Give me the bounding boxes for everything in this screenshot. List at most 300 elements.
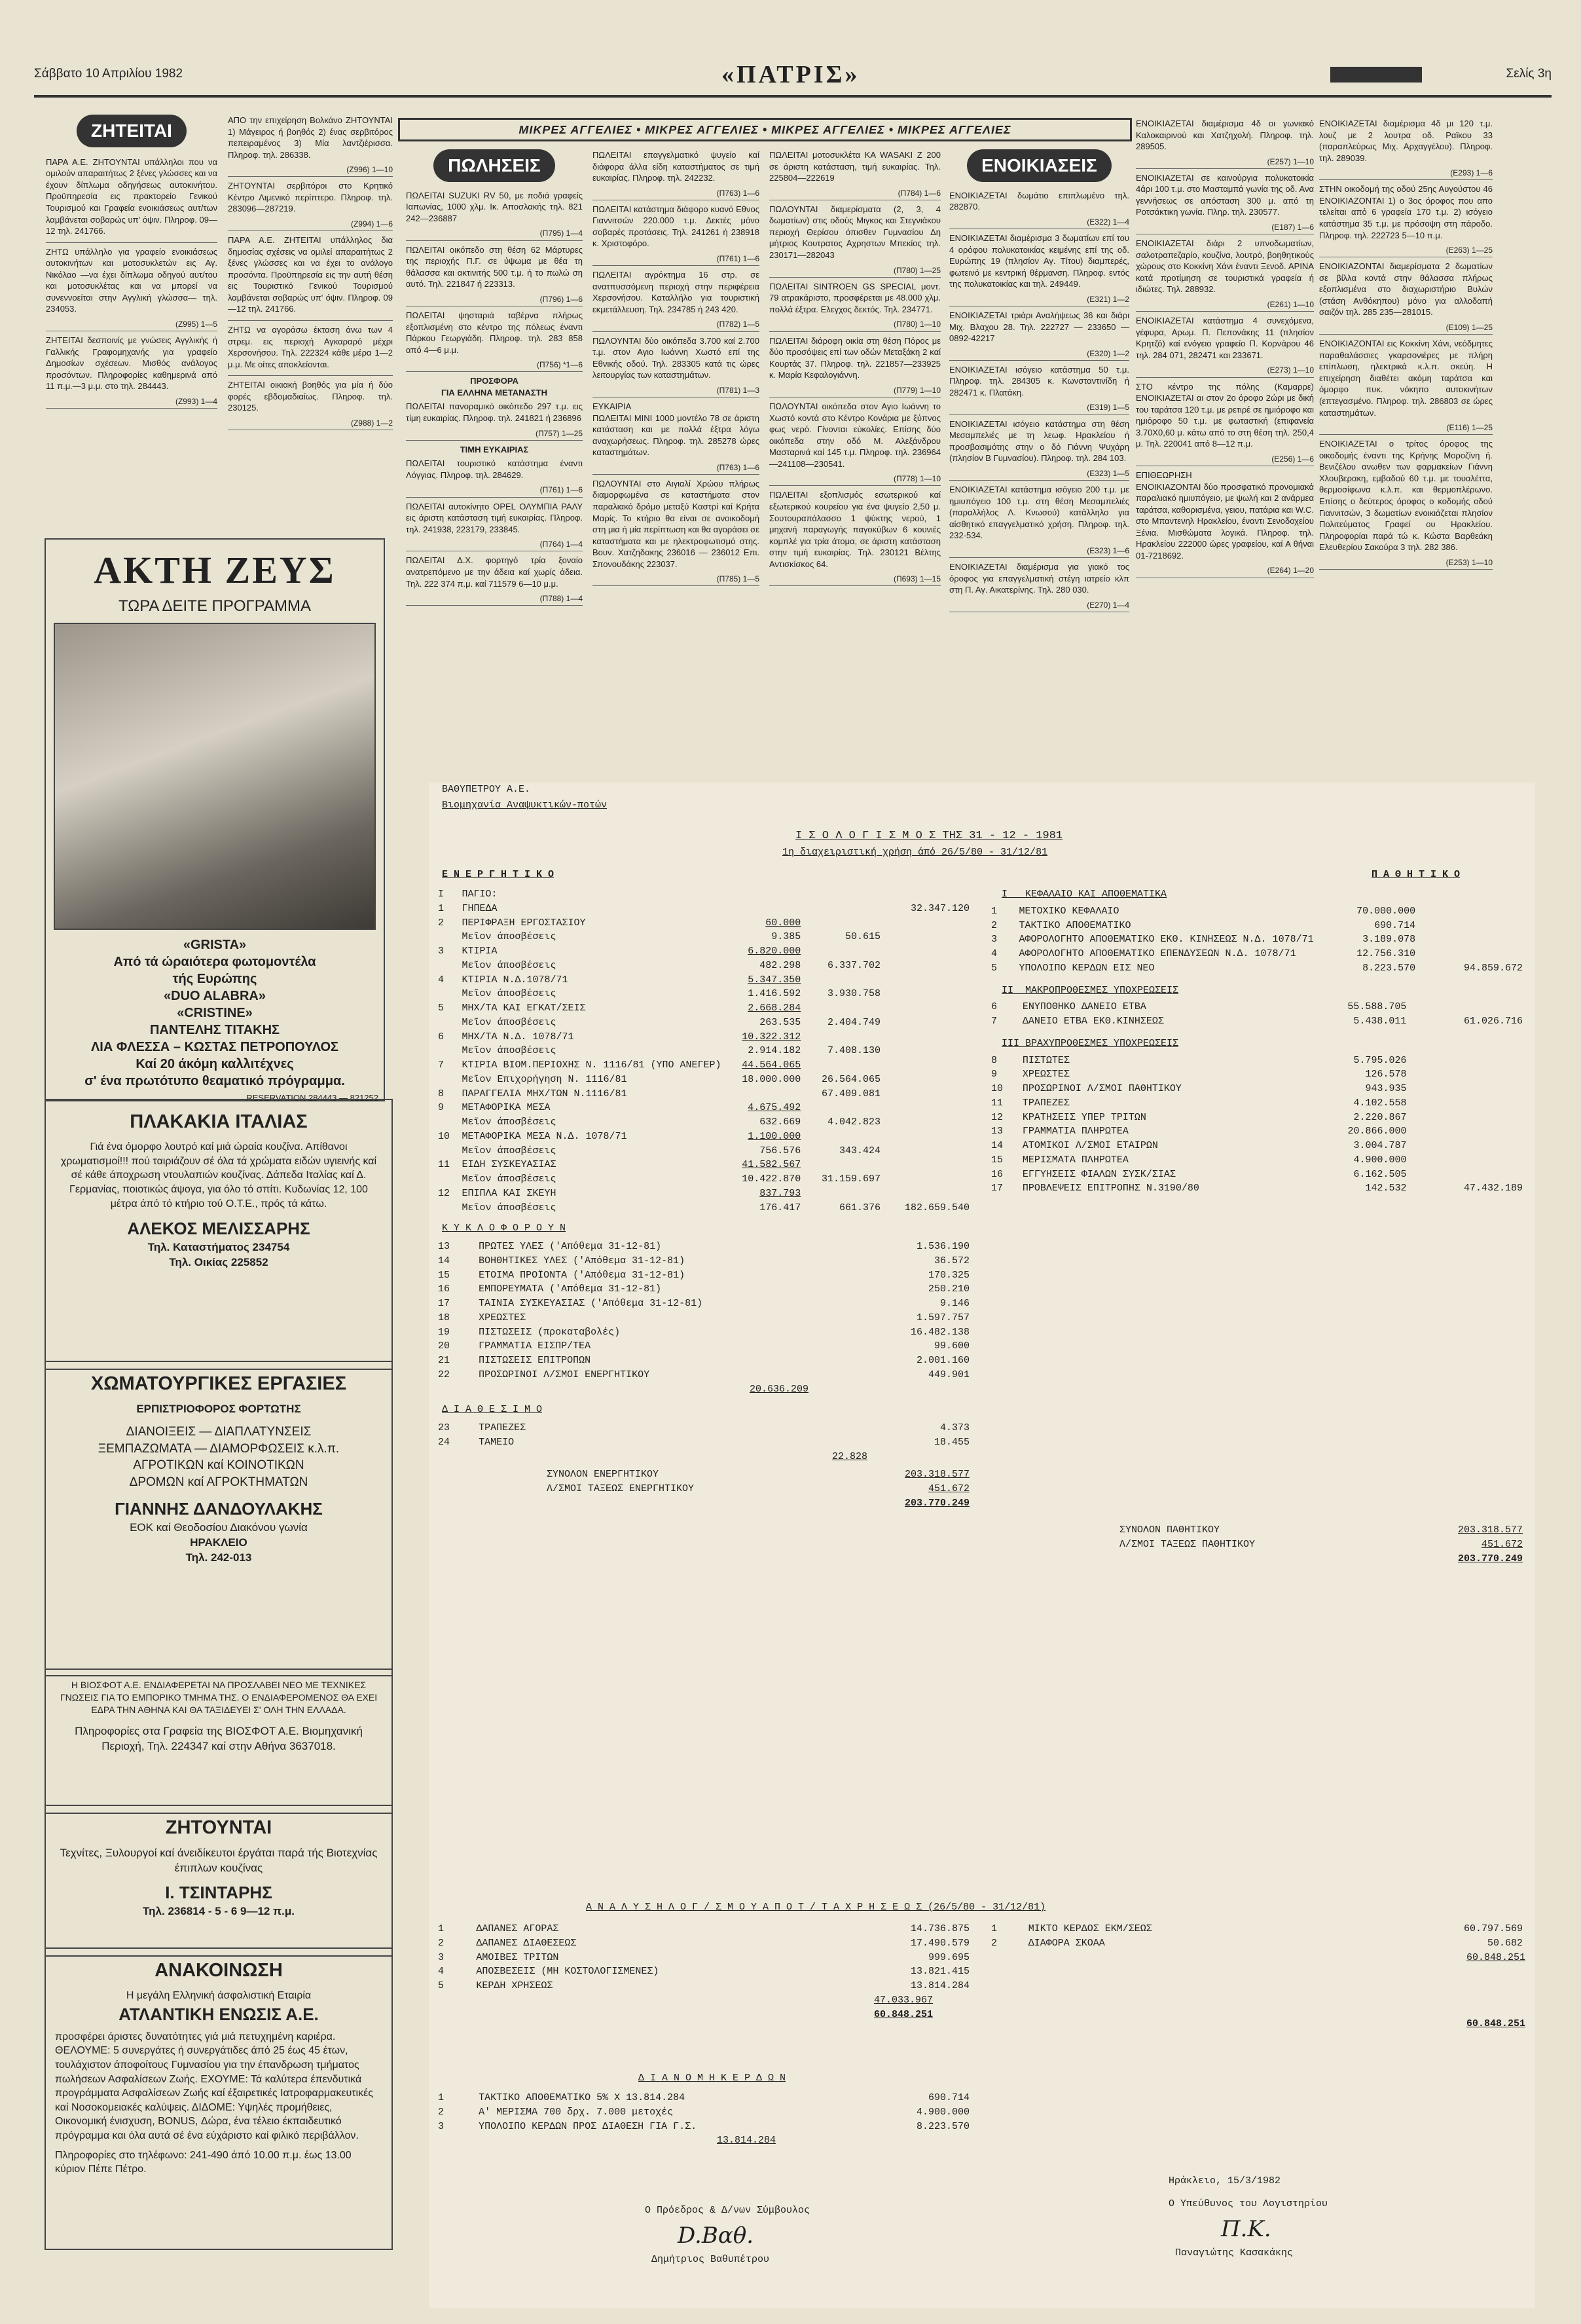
statement-cell: 9.146 <box>939 1298 970 1309</box>
statement-cell <box>1409 1111 1525 1125</box>
classified-ad <box>406 190 583 241</box>
statement-cell: 94.859.672 <box>1463 962 1523 974</box>
ad-text: ΕΥΚΑΙΡΙΑ ΠΩΛΕΙΤΑΙ ΜΙΝΙ 1000 μοντέλο 78 σε άριστη κατάσταση και με πολλά έξτρα λόγω αναχωρήσεως. Πληροφ. τηλ. 285278 ώρες καταστημάτων. <box>592 401 759 458</box>
statement-cell <box>803 973 883 987</box>
statement-cell: 1.100.000 <box>748 1130 801 1142</box>
atlantiki-info: Πληροφορίες στο τηλέφωνο: 241-490 άπό 10.00 π.μ. έως 13.00 κύριον Πέπε Πέτρο. <box>55 2149 352 2175</box>
statement-cell: 5.795.026 <box>1353 1054 1407 1066</box>
classified-ad <box>769 281 941 332</box>
statement-cell: 126.578 <box>1365 1069 1407 1080</box>
statement-cell: 661.376 <box>839 1202 881 1213</box>
classified-ad <box>949 561 1129 612</box>
statement-cell: ΒΟΗΘΗΤΙΚΕΣ ΥΛΕΣ ('Απόθεμα 31-12-81) <box>479 1255 685 1266</box>
statement-row <box>435 973 972 987</box>
statement-cell: 18.000.000 <box>742 1073 801 1085</box>
statement-cell <box>1409 1082 1525 1096</box>
current-total: 20.636.209 <box>749 1383 809 1395</box>
ad-ref: (Π761) 1—6 <box>592 253 759 266</box>
statement-cell: 9.385 <box>771 931 801 943</box>
atlantiki-text: προσφέρει άριστες δυνατότητες γιά μιά πετυχημένη καριέρα. ΘΕΛΟΥΜΕ: 5 συνεργάτες ή συνεργάτιδες άπό 25 έως 45 έτων, τουλάχιστον άποφοίτους Γυμνασίου για την έπανδρωση τμήματος πωλήσεων Ασφαλίσεων Ζωής. ΕΧΟΥΜΕ: Τά καλύτερα έπενδυτικά προγράμματα Ασφαλίσεων Ζωής καί έξαιρετικές Ιατροφαρμακευτικές καί Νοσοκομειακές καλύψεις. ΔΙΔΟΜΕ: Υψηλές προμήθειες, Οικονομική ένισχυση, BONUS, Δώρα, ένα τέλειο έκπαιδευτικό πρόγραμμα και όλα αυτά σέ ένα εύχάριστο καί φιλικό περιβάλλον. <box>55 2031 373 2141</box>
statement-cell: ΑΦΟΡΟΛΟΓΗΤΟ ΑΠΟΘΕΜΑΤΙΚΟ ΕΚΘ. ΚΙΝΗΣΕΩΣ Ν.Δ. 1078/71 <box>1019 934 1314 946</box>
statement-cell <box>883 1058 972 1073</box>
statement-cell: 182.659.540 <box>904 1202 970 1213</box>
statement-cell: 12 <box>438 1187 450 1199</box>
tsintaris-title: ΖΗΤΟΥΝΤΑΙ <box>165 1817 272 1838</box>
statement-cell: 9 <box>991 1069 998 1080</box>
statement-cell: 10 <box>991 1083 1004 1094</box>
enoikiaseis-column <box>949 149 1129 616</box>
statement-cell <box>1409 1096 1525 1111</box>
statement-cell <box>883 887 972 902</box>
statement-cell: ΠΡΟΒΛΕΨΕΙΣ ΕΠΙΤΡΟΠΗΣ Ν.3190/80 <box>1022 1183 1199 1194</box>
statement-cell: 8 <box>438 1088 445 1099</box>
statement-cell: ΤΑΚΤΙΚΟ ΑΠΟΘΕΜΑΤΙΚΟ 5% Χ 13.814.284 <box>479 2092 685 2103</box>
statement-cell <box>803 902 883 916</box>
statement-cell <box>724 902 804 916</box>
statement-cell: ΕΝΥΠΟΘΗΚΟ ΔΑΝΕΙΟ ΕΤΒΑ <box>1022 1001 1146 1013</box>
statement-cell <box>1409 1139 1525 1153</box>
statement-row <box>435 902 972 916</box>
statement-cell: 50.615 <box>845 931 881 943</box>
statement-cell <box>1409 1153 1525 1168</box>
statement-cell: ΤΑΚΤΙΚΟ ΑΠΟΘΕΜΑΤΙΚΟ <box>1019 919 1131 931</box>
ad-line: Από τά ώραιότερα φωτομοντέλα <box>113 954 316 969</box>
statement-cell: 5 <box>991 962 998 974</box>
statement-cell: 18 <box>438 1312 450 1323</box>
atlantiki-title: ΑΝΑΚΟΙΝΩΣΗ <box>154 1960 283 1981</box>
ad-ref: (Ε261) 1—10 <box>1136 299 1314 312</box>
ad-line: ΠΑΝΤΕΛΗΣ ΤΙΤΑΚΗΣ <box>149 1022 280 1037</box>
company-name: ΒΑΘΥΠΕΤΡΟΥ Α.Ε. <box>442 784 531 795</box>
statement-cell: 13.821.415 <box>910 1966 970 1978</box>
statement-row <box>989 1000 1525 1014</box>
liab-i-table <box>989 904 1525 976</box>
atlantiki-name: ΑΤΛΑΝΤΙΚΗ ΕΝΩΣΙΣ Α.Ε. <box>118 2004 319 2024</box>
statement-cell <box>435 930 459 944</box>
classified-ad <box>949 364 1129 415</box>
statement-cell: 55.588.705 <box>1347 1001 1407 1013</box>
statement-cell: 23 <box>438 1422 450 1433</box>
ad-text: ΕΝΟΙΚΙΑΖΕΤΑΙ διαμέρισμα 3 δωματίων επί του 4 ορόφου πολυκατοικίας κειμένης επί της οδ. Ευρώπης 19 (πλησίον Αγ. Τίτου) διαμπερές, φωτεινό με κεντρική θέρμανση. Πληροφ. εντός της πολυκατοικίας και τηλ. 249449. <box>949 233 1129 289</box>
statement-cell: 482.298 <box>759 959 801 971</box>
statement-cell <box>883 1172 972 1187</box>
akti-zeus-ad <box>45 538 385 1101</box>
ad-ref: (Ζ994) 1—6 <box>228 219 393 231</box>
statement-cell: 343.424 <box>839 1145 881 1156</box>
statement-cell: 8.223.570 <box>1362 962 1416 974</box>
ad-ref: (Ε322) 1—4 <box>949 217 1129 229</box>
ad-text: ΠΩΛΕΙΤΑΙ εξοπλισμός εσωτερικού καί εξωτερικού κουρείου για ένα ψυγείο 2,50 μ. Σουτουραπάλασσο 1 ψύκτης νερού, 1 μηχανή παραγωγής παγοκύβων 6 κουνιές κομπλέ για τρία άτομα, σε άριστη κατάσταση στην τιμή ευκαιρίας. Τηλ. 230121 Βέλτης Αντισκίσκος 64. <box>769 490 941 569</box>
enoik1-ads <box>949 190 1129 612</box>
ad-ref: (Ε321) 1—2 <box>949 294 1129 306</box>
statement-row <box>989 904 1525 919</box>
sig1-title: Ο Πρόεδρος & Δ/νων Σύμβουλος <box>645 2205 810 2216</box>
statement-cell <box>803 1101 883 1115</box>
statement-cell: 11 <box>991 1097 1004 1109</box>
poliseis-column <box>406 149 583 609</box>
akti-zeus-title: ΑΚΤΗ ΖΕΥΣ <box>94 549 336 591</box>
statement-cell <box>435 1073 459 1087</box>
statement-row <box>989 1067 1525 1082</box>
statement-cell: 2 <box>438 917 445 929</box>
statement-cell: 1.416.592 <box>748 988 801 1000</box>
statement-cell: 837.793 <box>759 1187 801 1199</box>
tsintaris-tel: Τηλ. 236814 - 5 - 6 9—12 π.μ. <box>143 1905 295 1918</box>
statement-cell: 70.000.000 <box>1356 905 1416 917</box>
dist-title: Δ Ι Α Ν Ο Μ Η Κ Ε Ρ Δ Ω Ν <box>638 2073 786 2084</box>
enoik2-ads <box>1136 118 1314 578</box>
ad-ref: (Π778) 1—10 <box>769 473 941 486</box>
classified-ad <box>1136 172 1314 234</box>
statement-cell: ΠΙΣΤΩΣΕΙΣ ΕΠΙΤΡΟΠΩΝ <box>479 1355 591 1366</box>
classified-ad <box>406 555 583 606</box>
kykl-heading: Κ Υ Κ Λ Ο Φ Ο Ρ Ο Υ Ν <box>442 1223 566 1234</box>
statement-cell <box>1418 947 1525 961</box>
total-active: 203.318.577 <box>904 1469 970 1481</box>
statement-cell: 14 <box>438 1255 450 1266</box>
statement-cell: 3.004.787 <box>1353 1140 1407 1151</box>
ad-text: ΠΩΛΕΙΤΑΙ SINTROEN GS SPECIAL μοντ. 79 ατρακάριστο, προσφέρεται με 48.000 χλμ. πολλά έξτρα. Ελεγχος δεκτός. Τηλ. 234771. <box>769 281 941 314</box>
ad-text: ΠΩΛΟΥΝΤΑΙ διαμερίσματα (2, 3, 4 δωματίων) στις οδούς Μιγκος και Στεγνιάκου περιοχή Θερίσου όπισθεν Γυμνασίου Δη μήτριος Κουτρατος Αχρηστων Μπεκίος τηλ. 230171—282043 <box>769 204 941 261</box>
ad-text: ΠΩΛΕΙΤΑΙ επαγγελματικό ψυγείο καί διάφορα άλλα είδη καταστήματος σε τιμή ευκαιρίας. Πληροφ. τηλ. 242232. <box>592 150 759 183</box>
statement-cell: 632.669 <box>759 1116 801 1128</box>
sig1-signature: D.Βαθ. <box>678 2223 754 2249</box>
enoikiaseis-heading: ΕΝΟΙΚΙΑΣΕΙΣ <box>967 149 1112 182</box>
ads-column-1 <box>46 115 217 412</box>
statement-cell <box>1409 1000 1525 1014</box>
statement-cell: 22 <box>438 1369 450 1380</box>
classified-ad <box>949 232 1129 306</box>
statement-cell <box>1409 1124 1525 1139</box>
ad-text: ΕΝΟΙΚΙΑΖΕΤΑΙ κατάστημα ισόγειο 200 τ.μ. με ημιυπόγειο 100 τ.μ. στη θέση Μεσαμπελιές (παραλλήλος Λ. Κνωσού) κατάλληλο για αίσθητικό επαγγελματικό χρήση. Πληροφ. τηλ. 232-534. <box>949 485 1129 541</box>
classified-ad <box>592 401 759 475</box>
tsintaris-text: Τεχνίτες, Ξυλουργοί καί άνειδίκευτοι έργάται παρά τής Βιοτεχνίας έπιπλων κουζίνας <box>60 1847 378 1875</box>
statement-cell: Μεῖον άποσβέσεις <box>462 1173 556 1185</box>
liab-totals <box>989 1523 1525 1566</box>
ad-text: ΕΝΟΙΚΙΑΖΕΤΑΙ διαμέρισμα για γιακό τος όροφος για επαγγελματική στέγη ιατρείο κλπ στη Π. Αγ. Αικατερίνης. Τηλ. 280 030. <box>949 561 1129 595</box>
col1-ads <box>46 157 217 409</box>
statement-cell <box>883 959 972 973</box>
statement-row <box>435 1187 972 1201</box>
ad-text: ΕΝΟΙΚΙΑΖΟΝΤΑΙ διαμερίσματα 2 δωματίων σε βίλλα κοντά στην θάλασσα πλήρως εξοπλισμένα στο διαχωριστήριο Βυλών (στάση Ανθόκηπου) μόνο για αλλοδαπή σαιζόν τηλ. 285 235—281015. <box>1319 261 1493 318</box>
ad-ref: (Ζ988) 1—2 <box>228 418 393 430</box>
ad-ref: (Ε323) 1—6 <box>949 545 1129 558</box>
ad-text: ΕΝΟΙΚΙΑΖΕΤΑΙ ο τρίτος όροφος της οικοδομής έναντι της Κρήνης Μοροζίνη ή. Βενιζέλου ανωθεν των φαρμακείων Γιάννη Χλουβερακη, εμβαδού 60 τ.μ. με τουαλέττα, θερμοσίφωνα κ.λ.π. και θερμοπλέρωνο. Επίσης ο δεύτερος όροφος ο κοδομής οδού Γιαννιτσών, 3 δωματίων ενοικιάζεται πλησίον Πολιτεύματος Γραφεί ου Ηρακλείου. Πληροφορίαι παρά τώ κ. Κώστα Βαρθεάκη Ελευθερίου Σακούρα 3 τηλ. 282 386. <box>1319 439 1493 553</box>
classified-ad <box>228 379 393 430</box>
xoma-addr: ΕΟΚ καί Θεοδοσίου Διακόνου γωνία <box>130 1521 308 1534</box>
statement-cell: 756.576 <box>759 1145 801 1156</box>
statement-row <box>435 1087 972 1101</box>
statement-cell <box>803 1158 883 1172</box>
grand-total-p: 203.770.249 <box>1457 1553 1523 1564</box>
statement-row <box>435 1158 972 1172</box>
classified-ad <box>769 489 941 586</box>
classified-ad <box>592 204 759 266</box>
ad-text: ΕΝΟΙΚΙΑΖΕΤΑΙ ισόγειο κατάστημα 50 τ.μ. Πληροφ. τηλ. 284305 κ. Κωνσταντινίδη ή 282471 κ. Πλατάκη. <box>949 364 1129 397</box>
statement-cell: 4 <box>438 974 445 986</box>
classified-ad <box>406 458 583 497</box>
pl-credit-final: 60.848.251 <box>1466 2018 1525 2030</box>
statement-cell: 6 <box>991 1001 998 1013</box>
statement-row <box>989 1054 1525 1068</box>
statement-cell: 142.532 <box>1365 1183 1407 1194</box>
ad-ref: (Ζ996) 1—10 <box>228 164 393 177</box>
pl-credit-total: 60.848.251 <box>1466 1951 1525 1963</box>
prosfora-heading: ΠΡΟΣΦΟΡΑ ΓΙΑ ΕΛΛΗΝΑ ΜΕΤΑΝΑΣΤΗ <box>441 376 547 397</box>
classified-ad <box>769 149 941 200</box>
ad-text: ΕΝΟΙΚΙΑΖΕΤΑΙ κατάστημα 4 συνεχόμενα, γέφυρα, Αρωμ. Π. Πεπονάκης 11 (πλησίον Κρητζό) καί ενόγειο γραφείο Π. Κορνάρου 46 τηλ. 284 071, 282471 και 233671. <box>1136 316 1314 360</box>
statement-cell <box>883 1001 972 1016</box>
statement-cell: Μεῖον άποσβέσεις <box>462 1116 556 1128</box>
ads-column-2 <box>228 115 393 433</box>
statement-cell: ΕΠΙΠΛΑ ΚΑΙ ΣΚΕΥΗ <box>462 1187 556 1199</box>
order-p-value: 451.672 <box>1481 1538 1523 1550</box>
plakakia-ad <box>45 1099 393 1370</box>
tsintaris-name: Ι. ΤΣΙΝΤΑΡΗΣ <box>165 1883 272 1903</box>
statement-cell <box>803 1187 883 1201</box>
plakakia-title: ΠΛΑΚΑΚΙΑ ΙΤΑΛΙΑΣ <box>130 1111 308 1132</box>
poliseis-ads-3 <box>406 458 583 606</box>
ad-ref: (Ε293) 1—6 <box>1319 168 1493 180</box>
statement-cell: 17 <box>438 1298 450 1309</box>
viosfot-text: Η ΒΙΟΣΦΟΤ Α.Ε. ΕΝΔΙΑΦΕΡΕΤΑΙ ΝΑ ΠΡΟΣΛΑΒΕΙ ΝΕΟ ΜΕ ΤΕΧΝΙΚΕΣ ΓΝΩΣΕΙΣ ΓΙΑ ΤΟ ΕΜΠΟΡΙΚΟ ΤΜΗΜΑ ΤΗΣ. Ο ΕΝΔΙΑΦΕΡΟΜΕΝΟΣ ΘΑ ΕΧΕΙ ΕΔΡΑ ΤΗΝ ΑΘΗΝΑ ΚΑΙ ΘΑ ΤΑΞΙΔΕΥΕΙ Σ' ΟΛΗ ΤΗΝ ΕΛΛΑΔΑ. <box>60 1680 378 1715</box>
statement-cell: 5.347.350 <box>748 974 801 986</box>
ad-ref: (Ε109) 1—25 <box>1319 322 1493 335</box>
statement-cell: 1 <box>438 1923 445 1934</box>
statement-cell: ΚΤΙΡΙΑ <box>462 946 498 957</box>
statement-cell: 18.455 <box>934 1436 970 1448</box>
total-passive: 203.318.577 <box>1457 1524 1523 1536</box>
ad-text: ΠΩΛΕΙΤΑΙ διάροφη οικία στη θέση Πόρος με δύο προσόψεις επί των οδών Μεταξάκη 2 καί Κουρτάς 37. Πληροφ. τηλ. 221857—233925 κ. Μαρία Κεφαλογιάννη. <box>769 335 941 380</box>
statement-cell: ΔΑΠΑΝΕΣ ΔΙΑΘΕΣΕΩΣ <box>476 1937 577 1949</box>
cash-table <box>435 1421 972 1450</box>
statement-cell: 6 <box>438 1031 445 1042</box>
statement-cell: 44.564.065 <box>742 1060 801 1071</box>
statement-cell <box>803 944 883 959</box>
statement-cell: 15 <box>991 1154 1004 1166</box>
statement-cell: ΜΕΤΟΧΙΚΟ ΚΕΦΑΛΑΙΟ <box>1019 905 1119 917</box>
statement-row <box>989 1082 1525 1096</box>
statement-cell <box>883 987 972 1001</box>
classified-ad <box>1136 470 1314 578</box>
statement-cell: ΥΠΟΛΟΙΠΟ ΚΕΡΔΩΝ ΕΙΣ ΝΕΟ <box>1019 962 1155 974</box>
sig1-name: Δημήτριος Βαθυπέτρου <box>651 2254 770 2265</box>
statement-cell: 690.714 <box>928 2092 970 2103</box>
ad-ref: (Ε273) 1—10 <box>1136 365 1314 377</box>
ad-ref <box>228 319 393 321</box>
statement-cell: 690.714 <box>1374 919 1416 931</box>
ad-text: ΠΩΛΕΙΤΑΙ Δ.Χ. φορτηγό τρία ξοναίο ανατρεπόμενο με την άδεια καί χωρίς άδεια. Τηλ. 222 374 π.μ. καί 711579 6—10 μ.μ. <box>406 555 583 589</box>
balance-sheet <box>429 783 1535 2308</box>
statement-row <box>435 1325 972 1340</box>
plakakia-name: ΑΛΕΚΟΣ ΜΕΛΙΣΣΑΡΗΣ <box>127 1219 310 1239</box>
statement-cell: 16 <box>438 1283 450 1295</box>
classified-ad <box>46 335 217 409</box>
statement-cell: 3 <box>438 1951 445 1963</box>
balance-subtitle: 1η διαχειριστική χρήση άπό 26/5/80 - 31/12/81 <box>782 847 1048 858</box>
statement-cell: 1 <box>438 902 445 914</box>
ad-text: ΕΝΟΙΚΙΑΖΕΤΑΙ ισόγειο κατάστημα στη θέση Μεσαμπελιές με τη λεωφ. Ηρακλείου ή προσβασιμότης στην ο δό Γιάννη Ψυχάρη (πλησίον Β Γυμνασίου). Πληροφ. τηλ. 284 103. <box>949 418 1129 464</box>
col4-ads <box>592 149 759 586</box>
statement-cell <box>435 1144 459 1158</box>
statement-cell: 7 <box>438 1060 445 1071</box>
ad-text: ΠΩΛΕΙΤΑΙ SUZUKI RV 50, με ποδιά γραφείς Ιαπωνίας, 1000 χλμ. Ικ. Αποσλακής τηλ. 821 242—236887 <box>406 190 583 223</box>
statement-cell: ΓΗΠΕΔΑ <box>462 902 498 914</box>
ad-text: ΑΠΟ την επιχείρηση Βολκάνο ΖΗΤΟΥΝΤΑΙ 1) Μάγειρος ή βοηθός 2) ένας σερβιτόρος πεπειραμένος 3) Μία λαντζιέρισσα. Πληροφ. τηλ. 286338. <box>228 115 393 160</box>
statement-cell <box>435 1044 459 1058</box>
statement-cell <box>883 1044 972 1058</box>
statement-cell <box>435 1016 459 1030</box>
classified-ad <box>949 190 1129 229</box>
statement-row <box>435 1016 972 1030</box>
statement-cell: 26.564.065 <box>821 1073 881 1085</box>
akti-zeus-lines <box>51 936 378 1090</box>
statement-cell <box>803 1001 883 1016</box>
statement-cell: 99.600 <box>934 1340 970 1352</box>
statement-cell <box>803 1058 883 1073</box>
ad-text: ΕΝΟΙΚΙΑΖΟΝΤΑΙ εις Κοκκίνη Χάνι, νεόδμητες παραθαλάσσιες γκαρσονιέρες με πλήρη επίπλωση, ηλεκτρικά κ.λ.π. σκεύη. Η επιχείρηση διαθέτει ακόμη ταράτσα και όμορφο πυκ. νόκηπο αυτοκινήτων (επτεγασμένο. Πληροφ. τηλ. 286803 σε ώρες καταστημάτων. <box>1319 339 1493 418</box>
statement-cell <box>1418 904 1525 919</box>
statement-cell <box>803 916 883 931</box>
statement-row <box>435 1936 972 1951</box>
statement-cell: 6.337.702 <box>827 959 881 971</box>
ad-text: ΠΩΛΕΙΤΑΙ πανοραμικό οικόπεδο 297 τ.μ. εις τίμη ευκαιρίας. Πληροφ. τηλ. 241821 ή 236896 <box>406 401 583 424</box>
xoma-name: ΓΙΑΝΝΗΣ ΔΑΝΔΟΥΛΑΚΗΣ <box>115 1498 323 1519</box>
ad-ref: (Π781) 1—3 <box>592 385 759 397</box>
xoma-lines <box>55 1424 382 1491</box>
classified-ad <box>406 401 583 440</box>
statement-row <box>435 1201 972 1215</box>
statement-cell <box>883 1144 972 1158</box>
xoma-tel: Τηλ. 242-013 <box>185 1551 252 1564</box>
statement-row <box>989 1168 1525 1182</box>
statement-row <box>989 932 1525 947</box>
order-label: Λ/ΣΜΟΙ ΤΑΞΕΩΣ ΕΝΕΡΓΗΤΙΚΟΥ <box>547 1483 695 1494</box>
statement-cell <box>435 959 459 973</box>
ads-column-5 <box>769 149 941 589</box>
ad-text: ΠΩΛΟΥΝΤΑΙ οικόπεδα στον Αγιο Ιωάννη το Χωστό κοντά στο Κέντρο Κονάρια με ξύπνος φως νερό. Γίνονται εύκολίες. Επίσης δύο οικόπεδα στην οδό Μ. Αλεξάνδρου Μασταρινά καί 145 τ.μ. Πληροφ. τηλ. 236964—241108—230541. <box>769 401 941 469</box>
classified-ad <box>1319 438 1493 570</box>
ad-text: ΠΩΛΕΙΤΑΙ οικόπεδο στη θέση 62 Μάρτυρες της περιοχής Π.Γ. σε ύψωμα με θέα τη θάλασσα και ακτινιτής 500 τ.μ. ή το πωλώ ση αυτό. Τηλ. 221847 ή 223313. <box>406 244 583 289</box>
statement-cell: ΚΡΑΤΗΣΕΙΣ ΥΠΕΡ ΤΡΙΤΩΝ <box>1022 1111 1146 1123</box>
statement-cell: 11 <box>438 1159 450 1171</box>
timi-eukairias-heading: ΤΙΜΗ ΕΥΚΑΙΡΙΑΣ <box>460 444 529 454</box>
statement-cell: Α' ΜΕΡΙΣΜΑ 700 δρχ. 7.000 μετοχές <box>479 2106 674 2118</box>
statement-row <box>435 1435 972 1450</box>
statement-cell: 6.162.505 <box>1353 1168 1407 1180</box>
balance-title: Ι Σ Ο Λ Ο Γ Ι Σ Μ Ο Σ ΤΗΣ 31 - 12 - 1981 <box>795 830 1063 842</box>
statement-cell: 14.736.875 <box>910 1923 970 1934</box>
classified-ad <box>1136 315 1314 377</box>
statement-cell: Μεῖον άποσβέσεις <box>462 1045 556 1057</box>
diath-heading: Δ Ι Α Θ Ε Σ Ι Μ Ο <box>442 1404 543 1416</box>
ad-text: ΠΩΛΕΙΤΑΙ αυτοκίνητο OPEL ΟΛΥΜΠΙΑ ΡΑΛΥ εις άριστη κατάσταση τιμή ευκαιρίας. Πληροφ. τηλ. 241938, 223179, 233845. <box>406 501 583 534</box>
statement-cell: 1.536.190 <box>916 1241 970 1252</box>
ad-line: ΔΙΑΝΟΙΞΕΙΣ — ΔΙΑΠΛΑΤΥΝΣΕΙΣ <box>126 1425 312 1439</box>
ad-ref: (Ε187) 1—6 <box>1136 222 1314 234</box>
ad-text: ΣΤΗΝ οικοδομή της οδού 25ης Αυγούστου 46 ΕΝΟΙΚΙΑΖΟΝΤΑΙ 1) ο 3ος όροφος που απο τελείται από 6 γραφεία 170 τ.μ. 2) ισόγειο κατάστημα 35 τ.μ. με πρόσοψη στη πάροδο. Πληροφ. τηλ. 222723 5—10 π.μ. <box>1319 184 1493 240</box>
xomatourgikes-ad <box>45 1361 393 1676</box>
classified-ad <box>949 418 1129 481</box>
statement-cell: ΕΤΟΙΜΑ ΠΡΟΪΟΝΤΑ ('Απόθεμα 31-12-81) <box>479 1269 685 1281</box>
statement-cell: ΤΡΑΠΕΖΕΣ <box>479 1422 526 1433</box>
statement-row <box>435 2105 972 2120</box>
place-date: Ηράκλειο, 15/3/1982 <box>1169 2175 1281 2186</box>
statement-cell: 1 <box>438 2092 445 2103</box>
ad-text: ΕΝΟΙΚΙΑΖΕΤΑΙ διάρι 2 υπνοδωματίων, σαλοτραπεζαρίο, κουζίνα, λουτρό, βοηθητικούς χώρους στο Κοκκίνη Χάνι έναντι Ξενοδ. ΑΡΙΝΑ κατά προτίμηση σε τουριστικά γραφεία ή ιδιώτες. Τηλ. 288932. <box>1136 238 1314 295</box>
ad-text: ΖΗΤΟΥΝΤΑΙ σερβιτόροι στο Κρητικό Κέντρο Λιμενικό περίπτερο. Πληροφ. τηλ. 283096—287219. <box>228 181 393 214</box>
ad-ref: (Π764) 1—4 <box>406 539 583 551</box>
statement-cell <box>1418 919 1525 933</box>
ad-text: ΠΩΛΕΙΤΑΙ τουριστικό κατάστημα έναντι Λόγγιας. Πληροφ. τηλ. 284629. <box>406 458 583 480</box>
statement-cell: ΚΕΡΔΗ ΧΡΗΣΕΩΣ <box>476 1980 553 1991</box>
ad-ref: (Π780) 1—25 <box>769 265 941 278</box>
statement-row <box>435 1339 972 1354</box>
statement-cell: 10.322.312 <box>742 1031 801 1042</box>
tsintaris-ad <box>45 1805 393 1957</box>
ad-ref: (Π693) 1—15 <box>769 574 941 586</box>
statement-cell: ΕΜΠΟΡΕΥΜΑΤΑ ('Απόθεμα 31-12-81) <box>479 1283 662 1295</box>
statement-cell: 5 <box>438 1980 445 1991</box>
statement-row <box>435 1979 972 1993</box>
statement-cell: 7.408.130 <box>827 1045 881 1057</box>
statement-row <box>435 1368 972 1382</box>
ad-ref: (Π795) 1—4 <box>406 228 583 240</box>
ad-line: Καί 20 άκόμη καλλιτέχνες <box>136 1056 294 1071</box>
statement-cell: 2.404.749 <box>827 1016 881 1028</box>
pl-debit-sub: 47.033.967 <box>873 1994 933 2006</box>
statement-cell: 47.432.189 <box>1463 1183 1523 1194</box>
statement-cell <box>803 1030 883 1044</box>
classified-ad <box>228 115 393 177</box>
ad-text: ΠΩΛΟΥΝΤΑΙ στο Αιγιαλί Χρώου πλήρως διαμορφωμένα σε καταστήματα στον παραλιακό δρόμο μεταξύ Καστρί καί Κρήτα Μαρίς. Το κτήριο θα είναι σε ανοικοδομή στη μια ή μία περίπτωση και θα αγοράσει σε καταστήματα και με ηλεκτροφωτισμό στης. Βουν. Χατζηδακης 236016 — 236012 Επι. Σπονουδάκης 223037. <box>592 478 759 569</box>
statement-row <box>435 1282 972 1297</box>
statement-cell <box>435 987 459 1001</box>
viosfot-ad <box>45 1669 393 1814</box>
grand-total: 203.770.249 <box>904 1497 970 1509</box>
statement-cell: 943.935 <box>1365 1083 1407 1094</box>
statement-cell: 8 <box>991 1054 998 1066</box>
statement-cell: 12 <box>991 1111 1004 1123</box>
statement-row <box>989 1111 1525 1125</box>
statement-cell: 20.866.000 <box>1347 1126 1407 1137</box>
statement-row <box>435 887 972 902</box>
statement-cell: 2 <box>991 1937 998 1949</box>
brand-logo <box>1330 67 1422 83</box>
statement-row <box>435 1421 972 1435</box>
statement-cell: 3.189.078 <box>1362 934 1416 946</box>
statement-cell <box>1409 1067 1525 1082</box>
ad-ref: (Π785) 1—5 <box>592 574 759 586</box>
statement-cell: ΠΕΡΙΦΡΑΞΗ ΕΡΓΟΣΤΑΣΙΟΥ <box>462 917 586 929</box>
zhteitai-heading: ΖΗΤΕΙΤΑΙ <box>77 115 187 147</box>
path-heading: Π Α Θ Η Τ Ι Κ Ο <box>1372 869 1461 880</box>
poliseis-heading: ΠΩΛΗΣΕΙΣ <box>433 149 555 182</box>
statement-cell: ΥΠΟΛΟΙΠΟ ΚΕΡΔΩΝ ΠΡΟΣ ΔΙΑΘΕΣΗ ΓΙΑ Γ.Σ. <box>479 2120 697 2132</box>
liab-iii-heading: III ΒΡΑΧΥΠΡΟΘΕΣΜΕΣ ΥΠΟΧΡΕΩΣΕΙΣ <box>1002 1037 1179 1049</box>
statement-cell <box>883 1158 972 1172</box>
atlantiki-intro: Η μεγάλη Ελληνική άσφαλιστική Εταιρία <box>126 1990 312 2002</box>
statement-cell <box>435 1115 459 1130</box>
statement-row <box>989 919 1525 933</box>
statement-cell: 1 <box>991 1923 998 1934</box>
ad-line: «GRISTA» <box>183 937 247 952</box>
plakakia-text: Γιά ένα όμορφο λουτρό καί μιά ώραία κουζίνα. Απίθανοι χρωματισμοί!!! πού ταιριάζουν σέ όλα τά χρώματα ειδών υγιεινής καί σέ κάθε άποχρωση ντουλαπιών κουζίνας. Δάπεδα Ιταλίας καί Δ. Γερμανίας, ποιοτικώς άψογα, για όλο τό σπίτι. Κυδωνίας 12, 100 μέτρα άπό τό κτήριο τού Ο.Τ.Ε., πρός τά κάτω. <box>60 1141 377 1209</box>
statement-cell: Μεῖον Επιχορήγηση Ν. 1116/81 <box>462 1073 627 1085</box>
ad-ref: (Π788) 1—4 <box>406 593 583 606</box>
ad-text: ΕΝΟΙΚΙΑΖΕΤΑΙ διαμέρισμα 4δ οι γωνιακό Καλοκαιρινού και Χατζηχολή. Πληροφ. τηλ. 289505. <box>1136 119 1314 152</box>
statement-cell <box>1409 1168 1525 1182</box>
